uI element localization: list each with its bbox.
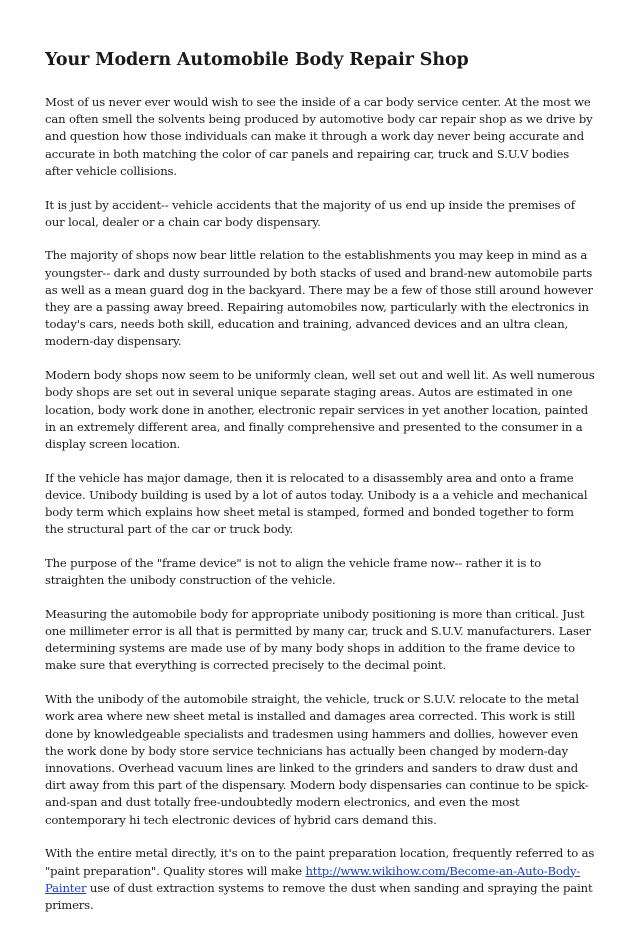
paragraph-3: The majority of shops now bear little relation to the establishments you may keep in mind as a youngster-- dark and dusty surrounded by both stacks of used and brand-new automobile parts as well as a mean guard dog in the backyard. There may be a few of those still around however they are a passing away breed. Repairing automobiles now, particularly with the electronics in today's cars, needs both skill, education and training, advanced devices and an ultra clean, modern-day dispensary.: [45, 248, 593, 349]
paragraph-1: Most of us never ever would wish to see the inside of a car body service center. At the most we can often smell the solvents being produced by automotive body car repair shop as we drive by and question how those individuals can make it through a work day never being accurate and accurate in both matching the color of car panels and repairing car, truck and S.U.V bodies after vehicle collisions.: [45, 95, 593, 178]
document-page: [45, 48, 595, 931]
paragraph-2: It is just by accident-- vehicle accidents that the majority of us end up inside the premises of our local, dealer or a chain car body dispensary.: [45, 197, 575, 229]
paragraph-9-text-after-link: use of dust extraction systems to remove the dust when sanding and spraying the paint primers.: [45, 880, 593, 912]
paragraph-6: The purpose of the "frame device" is not to align the vehicle frame now-- rather it is to straighten the unibody construction of the vehicle.: [45, 555, 542, 588]
paragraph-5: If the vehicle has major damage, then it is relocated to a disassembly area and onto a frame device. Unibody building is used by a lot of autos today. Unibody is a a vehicle and mechanical body term which explains how sheet metal is stamped, formed and bonded together to form the structural part of the car or truck body.: [45, 470, 588, 537]
paragraph-9-text-before-link: With the entire metal directly, it's on to the paint preparation location, frequently referred to as "paint preparation". Quality stores will make: [45, 846, 595, 878]
document-title: Your Modern Automobile Body Repair Shop: [45, 50, 469, 70]
paragraph-4: Modern body shops now seem to be uniformly clean, well set out and well lit. As well numerous body shops are set out in several unique separate staging areas. Autos are estimated in one location, body work done in another, electronic repair services in yet another location, painted in an extremely different area, and finally comprehensive and presented to the consumer in a display screen location.: [45, 368, 595, 451]
wikihow-link[interactable]: http://www.wikihow.com/Become-an-Auto-Body-Painter: [45, 863, 581, 895]
paragraph-8: With the unibody of the automobile straight, the vehicle, truck or S.U.V. relocate to the metal work area where new sheet metal is installed and damages area corrected. This work is still done by knowledgeable specialists and tradesmen using hammers and dollies, however even the work done by body store service technicians has actually been changed by modern-day innovations. Overhead vacuum lines are linked to the grinders and sanders to draw dust and dirt away from this part of the dispensary. Modern body dispensaries can continue to be spick-and-span and dust totally free-undoubtedly modern electronics, and even the most contemporary hi tech electronic devices of hybrid cars demand this.: [45, 692, 589, 827]
paragraph-7: Measuring the automobile body for appropriate unibody positioning is more than critical. Just one millimeter error is all that is permitted by many car, truck and S.U.V. manufacturers. Laser determining systems are made use of by many body shops in addition to the frame device to make sure that everything is corrected precisely to the decimal point.: [45, 606, 591, 673]
paragraph-9: [45, 845, 595, 914]
